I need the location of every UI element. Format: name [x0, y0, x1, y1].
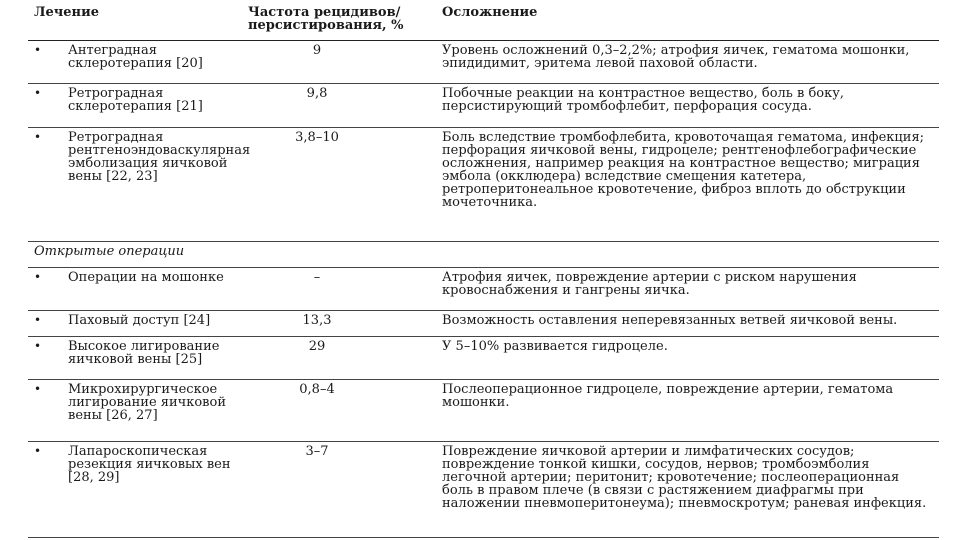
- table-row: [28, 267, 939, 310]
- table-row: [28, 337, 939, 380]
- bullet-marker: •: [28, 84, 62, 127]
- bullet-marker: •: [28, 380, 62, 441]
- header-frequency-line1: Частота рецидивов/: [248, 5, 401, 20]
- bullet-marker: •: [28, 41, 62, 84]
- table-row: [28, 380, 939, 441]
- treatment-cell: Лапароскопическая резекция яичковых вен [28, 29]: [62, 441, 232, 537]
- frequency-cell: 0,8–4: [232, 380, 442, 441]
- treatment-cell: Антеградная склеротерапия [20]: [62, 41, 232, 84]
- complication-cell: У 5–10% развивается гидроцеле.: [442, 337, 939, 380]
- table-row: [28, 84, 939, 127]
- bullet-marker: •: [28, 127, 62, 241]
- treatment-cell: Операции на мошонке: [62, 267, 232, 310]
- frequency-cell: 9,8: [232, 84, 442, 127]
- frequency-cell: 29: [232, 337, 442, 380]
- complication-cell: Послеоперационное гидроцеле, повреждение артерии, гематома мошонки.: [442, 380, 939, 441]
- section-label: Открытые операции: [28, 241, 939, 267]
- table-row: [28, 41, 939, 84]
- complications-table: [28, 4, 939, 538]
- bullet-marker: •: [28, 267, 62, 310]
- treatment-cell: Высокое лигирование яичковой вены [25]: [62, 337, 232, 380]
- table-row: [28, 311, 939, 337]
- treatment-cell: Паховый доступ [24]: [62, 311, 232, 337]
- complication-cell: Боль вследствие тромбофлебита, кровоточащая гематома, инфекция; перфорация яичковой вены, гидроцеле; рентгенофлебографические осложнения, например реакция на контрастное вещество; миграция эмбола (окклюдера) вследствие смещения катетера, ретроперитонеальное кровотечение, фиброз вплоть до обструкции мочеточника.: [442, 127, 939, 241]
- bullet-marker: •: [28, 337, 62, 380]
- complication-cell: Уровень осложнений 0,3–2,2%; атрофия яичек, гематома мошонки, эпидидимит, эритема левой паховой области.: [442, 41, 939, 84]
- frequency-cell: –: [232, 267, 442, 310]
- header-frequency: [232, 4, 442, 41]
- bullet-marker: •: [28, 311, 62, 337]
- complication-cell: Возможность оставления неперевязанных ветвей яичковой вены.: [442, 311, 939, 337]
- complication-cell: Атрофия яичек, повреждение артерии с риском нарушения кровоснабжения и гангрены яичка.: [442, 267, 939, 310]
- bullet-marker: •: [28, 441, 62, 537]
- treatment-cell: Ретроградная рентгеноэндоваскулярная эмболизация яичковой вены [22, 23]: [62, 127, 232, 241]
- complication-cell: Побочные реакции на контрастное вещество, боль в боку, персистирующий тромбофлебит, перфорация сосуда.: [442, 84, 939, 127]
- group-open-operations: [28, 267, 939, 537]
- frequency-cell: 3–7: [232, 441, 442, 537]
- treatment-cell: Ретроградная склеротерапия [21]: [62, 84, 232, 127]
- complication-cell: Повреждение яичковой артерии и лимфатических сосудов; повреждение тонкой кишки, сосудов, нервов; тромбоэмболия легочной артерии; перитонит; кровотечение; послеоперационная боль в правом плече (в связи с растяжением диафрагмы при наложении пневмоперитонеума); пневмоскротум; раневая инфекция.: [442, 441, 939, 537]
- header-treatment: Лечение: [28, 4, 232, 41]
- group-open-label: [28, 241, 939, 267]
- table-row: [28, 127, 939, 241]
- header-complication: Осложнение: [442, 4, 939, 41]
- header-frequency-line2: персистирования, %: [248, 18, 404, 33]
- frequency-cell: 3,8–10: [232, 127, 442, 241]
- frequency-cell: 9: [232, 41, 442, 84]
- section-row: [28, 241, 939, 267]
- table-header-row: [28, 4, 939, 41]
- treatment-cell: Микрохирургическое лигирование яичковой вены [26, 27]: [62, 380, 232, 441]
- group-endovascular: [28, 41, 939, 242]
- frequency-cell: 13,3: [232, 311, 442, 337]
- table-row: [28, 441, 939, 537]
